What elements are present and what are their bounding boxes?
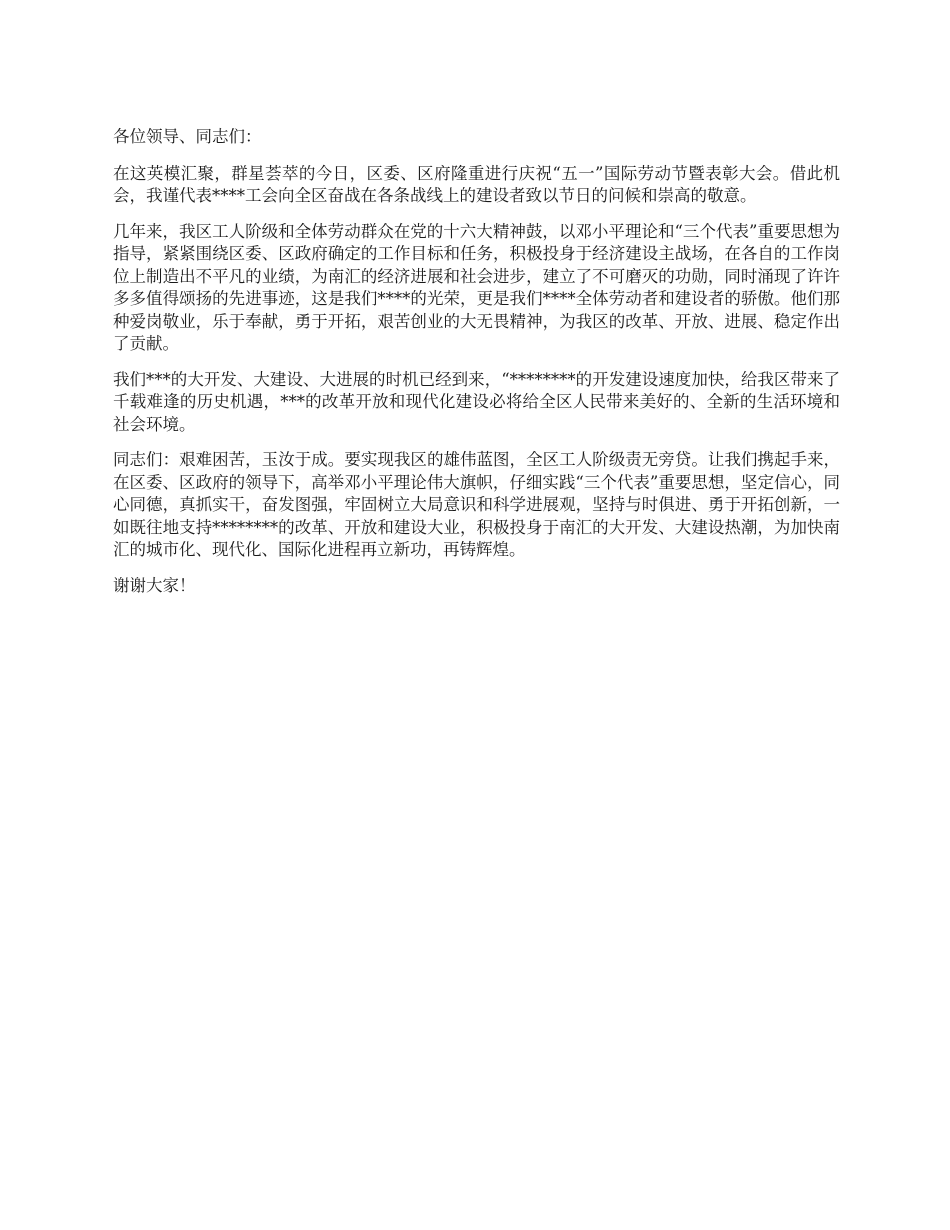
paragraph-opportunity: 我们***的大开发、大建设、大进展的时机已经到来，“********的开发建设速度加快，给我区带来了千载难逢的历史机遇，***的改革开放和现代化建设必将给全区人民带来美好的、全新的生活环境和社会环境。 [113, 369, 840, 434]
speech-body [113, 126, 840, 610]
paragraph-call-to-action: 同志们：艰难困苦，玉汝于成。要实现我区的雄伟蓝图，全区工人阶级责无旁贷。让我们携起手来，在区委、区政府的领导下，高举邓小平理论伟大旗帜，仔细实践“三个代表”重要思想，坚定信心，同心同德，真抓实干，奋发图强，牢固树立大局意识和科学进展观，坚持与时俱进、勇于开拓创新，一如既往地支持********的改革、开放和建设大业，积极投身于南汇的大开发、大建设热潮，为加快南汇的城市化、现代化、国际化进程再立新功，再铸辉煌。 [113, 450, 840, 559]
salutation: 各位领导、同志们： [113, 127, 262, 146]
paragraph-opening: 在这英模汇聚，群星荟萃的今日，区委、区府隆重进行庆祝“五一”国际劳动节暨表彰大会。借此机会，我谨代表****工会向全区奋战在各条战线上的建设者致以节日的问候和崇高的敬意。 [113, 163, 840, 205]
paragraph-achievements: 几年来，我区工人阶级和全体劳动群众在党的十六大精神鼓，以邓小平理论和“三个代表”重要思想为指导，紧紧围绕区委、区政府确定的工作目标和任务，积极投身于经济建设主战场，在各自的工作岗位上制造出不平凡的业绩，为南汇的经济进展和社会进步，建立了不可磨灭的功勋，同时涌现了许许多多值得颂扬的先进事迹，这是我们****的光荣，更是我们****全体劳动者和建设者的骄傲。他们那种爱岗敬业，乐于奉献，勇于开拓，艰苦创业的大无畏精神，为我区的改革、开放、进展、稳定作出了贡献。 [113, 221, 840, 353]
closing: 谢谢大家！ [113, 575, 196, 595]
